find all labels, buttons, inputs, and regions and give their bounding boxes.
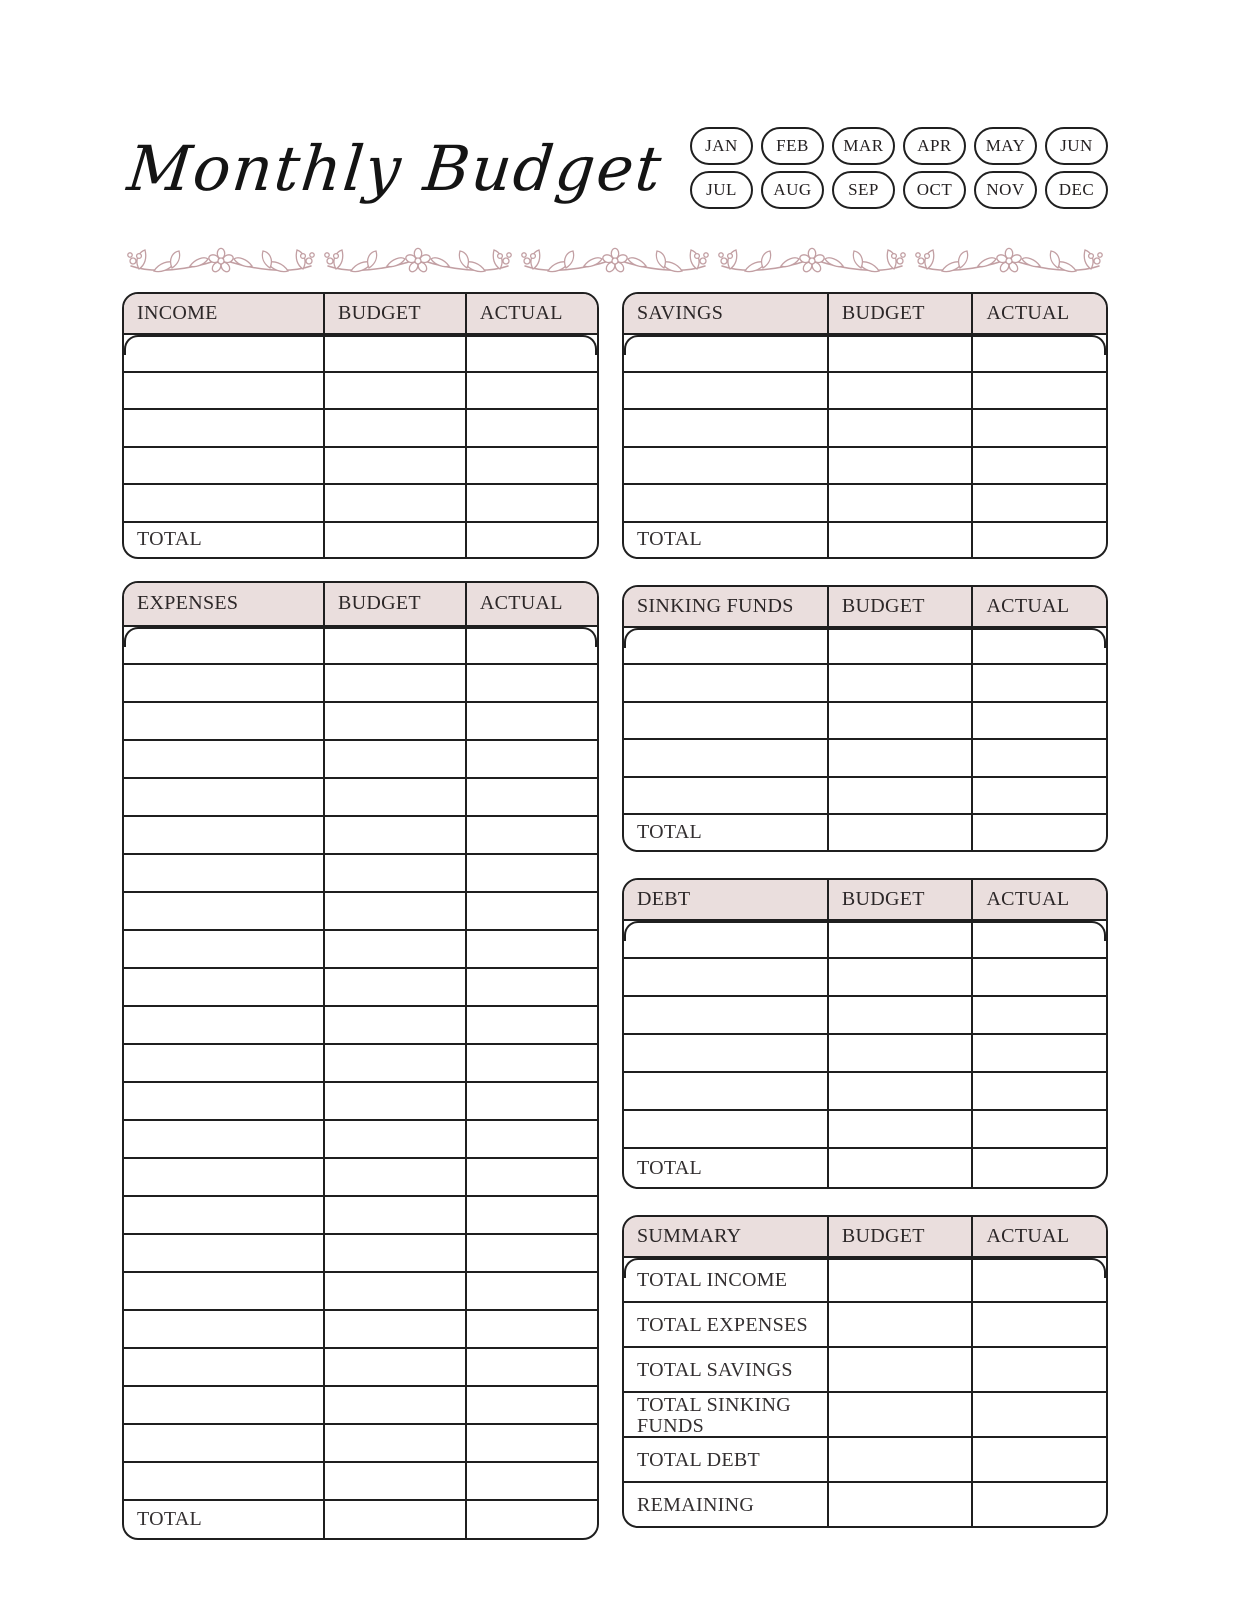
budget-cell[interactable] <box>325 779 467 815</box>
budget-cell[interactable] <box>325 1197 467 1233</box>
summary-row-label: TOTAL EXPENSES <box>624 1303 829 1346</box>
budget-cell[interactable] <box>325 627 467 663</box>
actual-cell[interactable] <box>467 1197 597 1233</box>
budget-cell[interactable] <box>829 1258 974 1301</box>
actual-cell[interactable] <box>467 1083 597 1119</box>
expenses-table <box>122 581 599 1540</box>
actual-cell[interactable] <box>467 1121 597 1157</box>
table-row <box>124 485 597 523</box>
name-cell[interactable] <box>124 1159 325 1195</box>
table-row <box>624 959 1106 997</box>
actual-cell[interactable] <box>973 1303 1106 1346</box>
budget-cell[interactable] <box>325 1387 467 1423</box>
table-row <box>124 1083 597 1121</box>
total-actual-cell[interactable] <box>467 1501 597 1538</box>
table-title: SUMMARY <box>624 1217 829 1256</box>
actual-cell[interactable] <box>467 1425 597 1461</box>
actual-cell[interactable] <box>973 778 1106 814</box>
name-cell[interactable] <box>124 931 325 967</box>
total-row <box>124 1501 597 1538</box>
total-actual-cell[interactable] <box>973 1149 1106 1187</box>
table-row <box>624 1035 1106 1073</box>
name-cell[interactable] <box>124 1083 325 1119</box>
actual-cell[interactable] <box>467 1159 597 1195</box>
budget-cell[interactable] <box>325 1425 467 1461</box>
table-row <box>624 997 1106 1035</box>
table-row <box>124 1235 597 1273</box>
budget-cell[interactable] <box>829 665 974 701</box>
savings-table <box>622 292 1108 559</box>
summary-row <box>624 1483 1106 1526</box>
actual-cell[interactable] <box>973 703 1106 739</box>
budget-cell[interactable] <box>829 1483 974 1526</box>
budget-cell[interactable] <box>325 931 467 967</box>
income-table <box>122 292 599 559</box>
table-row <box>124 1007 597 1045</box>
table-row <box>624 921 1106 959</box>
summary-row <box>624 1438 1106 1483</box>
actual-cell[interactable] <box>973 1483 1106 1526</box>
table-title: INCOME <box>124 294 325 333</box>
table-row <box>624 778 1106 816</box>
budget-column-header: BUDGET <box>829 294 974 333</box>
budget-column-header: BUDGET <box>325 583 467 625</box>
budget-cell[interactable] <box>829 1438 974 1481</box>
table-row <box>624 628 1106 666</box>
table-row <box>124 969 597 1007</box>
actual-cell[interactable] <box>467 703 597 739</box>
budget-cell[interactable] <box>829 740 974 776</box>
actual-column-header: ACTUAL <box>986 888 1070 910</box>
table-row <box>624 373 1106 411</box>
budget-cell[interactable] <box>829 485 974 521</box>
tables-grid <box>122 292 1108 1540</box>
table-row <box>624 410 1106 448</box>
actual-cell[interactable] <box>973 1111 1106 1147</box>
actual-cell[interactable] <box>973 921 1106 957</box>
actual-column-header: ACTUAL <box>479 302 563 324</box>
total-label: TOTAL <box>624 815 829 850</box>
total-actual-cell[interactable] <box>467 523 597 557</box>
table-row <box>124 1425 597 1463</box>
name-cell[interactable] <box>124 1349 325 1385</box>
name-cell[interactable] <box>124 1425 325 1461</box>
summary-row-label: TOTAL DEBT <box>624 1438 829 1481</box>
budget-cell[interactable] <box>829 778 974 814</box>
total-label: TOTAL <box>124 523 325 557</box>
budget-cell[interactable] <box>325 1349 467 1385</box>
table-row <box>124 627 597 665</box>
table-row <box>624 1111 1106 1149</box>
actual-cell[interactable] <box>467 893 597 929</box>
name-cell[interactable] <box>124 817 325 853</box>
table-row <box>124 448 597 486</box>
budget-column-header: BUDGET <box>829 1217 974 1256</box>
table-row <box>124 931 597 969</box>
table-row <box>124 1311 597 1349</box>
name-cell[interactable] <box>124 855 325 891</box>
table-header-row <box>624 294 1106 335</box>
table-body <box>124 627 597 1538</box>
summary-row-label: REMAINING <box>624 1483 829 1526</box>
budget-cell[interactable] <box>829 448 974 484</box>
name-cell[interactable] <box>624 1035 829 1071</box>
summary-row <box>624 1258 1106 1303</box>
total-budget-cell[interactable] <box>325 1501 467 1538</box>
table-row <box>124 1197 597 1235</box>
month-pill-jan[interactable]: JAN <box>690 127 753 165</box>
budget-cell[interactable] <box>325 1045 467 1081</box>
month-pill-sep[interactable]: SEP <box>832 171 895 209</box>
budget-cell[interactable] <box>829 1348 974 1391</box>
actual-cell[interactable] <box>467 1007 597 1043</box>
summary-row-label: TOTAL INCOME <box>624 1258 829 1301</box>
actual-cell[interactable] <box>467 373 597 409</box>
total-label: TOTAL <box>124 1501 325 1538</box>
budget-cell[interactable] <box>325 485 467 521</box>
name-cell[interactable] <box>124 1121 325 1157</box>
budget-cell[interactable] <box>325 1083 467 1119</box>
budget-cell[interactable] <box>829 1035 974 1071</box>
budget-cell[interactable] <box>325 1273 467 1309</box>
table-body <box>624 921 1106 1187</box>
actual-cell[interactable] <box>973 665 1106 701</box>
table-row <box>124 1387 597 1425</box>
table-title: SINKING FUNDS <box>624 587 829 626</box>
name-cell[interactable] <box>624 485 829 521</box>
budget-cell[interactable] <box>829 921 974 957</box>
name-cell[interactable] <box>124 1273 325 1309</box>
sinking-funds-table <box>622 585 1108 853</box>
name-cell[interactable] <box>124 1007 325 1043</box>
name-cell[interactable] <box>624 410 829 446</box>
budget-cell[interactable] <box>829 1303 974 1346</box>
name-cell[interactable] <box>624 778 829 814</box>
name-cell[interactable] <box>124 373 325 409</box>
actual-cell[interactable] <box>467 741 597 777</box>
budget-cell[interactable] <box>325 665 467 701</box>
total-row <box>124 523 597 557</box>
budget-cell[interactable] <box>325 448 467 484</box>
name-cell[interactable] <box>124 627 325 663</box>
name-cell[interactable] <box>624 703 829 739</box>
actual-cell[interactable] <box>467 817 597 853</box>
name-cell[interactable] <box>124 665 325 701</box>
actual-cell[interactable] <box>973 335 1106 371</box>
budget-cell[interactable] <box>829 703 974 739</box>
actual-column-header: ACTUAL <box>479 592 563 614</box>
total-budget-cell[interactable] <box>829 815 974 850</box>
actual-cell[interactable] <box>467 335 597 371</box>
table-row <box>124 1121 597 1159</box>
table-body <box>624 335 1106 557</box>
table-header-row <box>624 1217 1106 1258</box>
table-header-row <box>124 583 597 627</box>
name-cell[interactable] <box>124 485 325 521</box>
actual-cell[interactable] <box>467 627 597 663</box>
actual-cell[interactable] <box>973 485 1106 521</box>
table-row <box>124 1463 597 1501</box>
name-cell[interactable] <box>624 921 829 957</box>
name-cell[interactable] <box>624 1073 829 1109</box>
budget-cell[interactable] <box>325 1007 467 1043</box>
table-row <box>124 1273 597 1311</box>
month-pill-aug[interactable]: AUG <box>761 171 824 209</box>
actual-cell[interactable] <box>467 1273 597 1309</box>
actual-cell[interactable] <box>467 931 597 967</box>
actual-cell[interactable] <box>973 373 1106 409</box>
actual-cell[interactable] <box>467 969 597 1005</box>
budget-cell[interactable] <box>325 969 467 1005</box>
table-row <box>624 665 1106 703</box>
budget-cell[interactable] <box>829 1073 974 1109</box>
month-pill-feb[interactable]: FEB <box>761 127 824 165</box>
table-row <box>124 741 597 779</box>
table-header-row <box>624 587 1106 628</box>
actual-column-header: ACTUAL <box>986 302 1070 324</box>
table-row <box>624 448 1106 486</box>
actual-cell[interactable] <box>467 665 597 701</box>
total-budget-cell[interactable] <box>829 523 974 557</box>
name-cell[interactable] <box>124 1045 325 1081</box>
budget-cell[interactable] <box>829 628 974 664</box>
name-cell[interactable] <box>624 335 829 371</box>
table-body <box>124 335 597 557</box>
budget-cell[interactable] <box>325 1121 467 1157</box>
table-row <box>624 740 1106 778</box>
table-title: DEBT <box>624 880 829 919</box>
month-pill-mar[interactable]: MAR <box>832 127 895 165</box>
actual-cell[interactable] <box>467 410 597 446</box>
table-row <box>624 485 1106 523</box>
budget-cell[interactable] <box>829 335 974 371</box>
budget-cell[interactable] <box>325 335 467 371</box>
actual-cell[interactable] <box>467 1463 597 1499</box>
name-cell[interactable] <box>124 410 325 446</box>
total-budget-cell[interactable] <box>325 523 467 557</box>
name-cell[interactable] <box>624 997 829 1033</box>
budget-cell[interactable] <box>829 959 974 995</box>
budget-cell[interactable] <box>325 410 467 446</box>
summary-row <box>624 1393 1106 1438</box>
budget-cell[interactable] <box>325 893 467 929</box>
budget-cell[interactable] <box>829 1393 974 1436</box>
floral-divider <box>126 242 1104 278</box>
total-row <box>624 1149 1106 1187</box>
table-header-row <box>624 880 1106 921</box>
actual-cell[interactable] <box>467 485 597 521</box>
table-row <box>124 335 597 373</box>
actual-cell[interactable] <box>973 1258 1106 1301</box>
right-column <box>622 292 1108 1528</box>
budget-column-header: BUDGET <box>829 587 974 626</box>
budget-cell[interactable] <box>325 703 467 739</box>
budget-cell[interactable] <box>829 373 974 409</box>
table-title: SAVINGS <box>624 294 829 333</box>
table-header-row <box>124 294 597 335</box>
actual-cell[interactable] <box>467 1235 597 1271</box>
table-row <box>124 1159 597 1197</box>
actual-cell[interactable] <box>973 1035 1106 1071</box>
actual-cell[interactable] <box>973 959 1106 995</box>
actual-cell[interactable] <box>467 1311 597 1347</box>
summary-row-label: TOTAL SINKING FUNDS <box>624 1393 829 1436</box>
name-cell[interactable] <box>124 703 325 739</box>
actual-cell[interactable] <box>973 1073 1106 1109</box>
table-body <box>624 628 1106 851</box>
total-label: TOTAL <box>624 1149 829 1187</box>
total-row <box>624 815 1106 850</box>
table-row <box>624 1073 1106 1111</box>
budget-cell[interactable] <box>829 997 974 1033</box>
name-cell[interactable] <box>124 741 325 777</box>
name-cell[interactable] <box>124 893 325 929</box>
table-row <box>124 779 597 817</box>
summary-row-label: TOTAL SAVINGS <box>624 1348 829 1391</box>
budget-cell[interactable] <box>325 1311 467 1347</box>
table-row <box>124 817 597 855</box>
table-row <box>124 665 597 703</box>
summary-row <box>624 1303 1106 1348</box>
actual-cell[interactable] <box>467 1349 597 1385</box>
debt-table <box>622 878 1108 1189</box>
actual-cell[interactable] <box>973 628 1106 664</box>
total-label: TOTAL <box>624 523 829 557</box>
actual-cell[interactable] <box>973 740 1106 776</box>
actual-cell[interactable] <box>467 448 597 484</box>
budget-cell[interactable] <box>325 741 467 777</box>
name-cell[interactable] <box>124 1235 325 1271</box>
budget-cell[interactable] <box>829 1111 974 1147</box>
left-column <box>122 292 599 1540</box>
name-cell[interactable] <box>624 448 829 484</box>
budget-cell[interactable] <box>325 373 467 409</box>
actual-cell[interactable] <box>973 1438 1106 1481</box>
actual-column-header: ACTUAL <box>986 1225 1070 1247</box>
actual-cell[interactable] <box>467 779 597 815</box>
total-row <box>624 523 1106 557</box>
actual-cell[interactable] <box>467 855 597 891</box>
actual-cell[interactable] <box>973 1348 1106 1391</box>
table-row <box>624 335 1106 373</box>
table-row <box>624 703 1106 741</box>
page-title: Monthly Budget <box>124 131 667 205</box>
actual-cell[interactable] <box>973 1393 1106 1436</box>
table-row <box>124 703 597 741</box>
table-row <box>124 855 597 893</box>
budget-cell[interactable] <box>325 1463 467 1499</box>
month-pill-dec[interactable]: DEC <box>1045 171 1108 209</box>
table-row <box>124 1349 597 1387</box>
actual-cell[interactable] <box>973 448 1106 484</box>
name-cell[interactable] <box>624 740 829 776</box>
total-actual-cell[interactable] <box>973 523 1106 557</box>
months-grid <box>690 127 1108 209</box>
month-pill-nov[interactable]: NOV <box>974 171 1037 209</box>
budget-column-header: BUDGET <box>325 294 467 333</box>
name-cell[interactable] <box>124 1387 325 1423</box>
budget-cell[interactable] <box>829 410 974 446</box>
actual-cell[interactable] <box>467 1387 597 1423</box>
summary-row <box>624 1348 1106 1393</box>
budget-cell[interactable] <box>325 855 467 891</box>
month-pill-apr[interactable]: APR <box>903 127 966 165</box>
table-body <box>624 1258 1106 1526</box>
summary-table <box>622 1215 1108 1528</box>
name-cell[interactable] <box>624 628 829 664</box>
actual-cell[interactable] <box>467 1045 597 1081</box>
month-pill-oct[interactable]: OCT <box>903 171 966 209</box>
table-title: EXPENSES <box>124 583 325 625</box>
budget-cell[interactable] <box>325 817 467 853</box>
name-cell[interactable] <box>624 959 829 995</box>
budget-cell[interactable] <box>325 1159 467 1195</box>
actual-cell[interactable] <box>973 410 1106 446</box>
table-row <box>124 1045 597 1083</box>
actual-column-header: ACTUAL <box>986 594 1070 617</box>
table-row <box>124 410 597 448</box>
table-row <box>124 893 597 931</box>
name-cell[interactable] <box>124 779 325 815</box>
name-cell[interactable] <box>624 665 829 701</box>
budget-cell[interactable] <box>325 1235 467 1271</box>
name-cell[interactable] <box>124 1311 325 1347</box>
name-cell[interactable] <box>124 335 325 371</box>
total-actual-cell[interactable] <box>973 815 1106 850</box>
name-cell[interactable] <box>124 1197 325 1233</box>
name-cell[interactable] <box>624 373 829 409</box>
name-cell[interactable] <box>124 448 325 484</box>
name-cell[interactable] <box>124 1463 325 1499</box>
month-pill-jul[interactable]: JUL <box>690 171 753 209</box>
name-cell[interactable] <box>124 969 325 1005</box>
budget-column-header: BUDGET <box>829 880 974 919</box>
month-pill-may[interactable]: MAY <box>974 127 1037 165</box>
total-budget-cell[interactable] <box>829 1149 974 1187</box>
actual-cell[interactable] <box>973 997 1106 1033</box>
table-row <box>124 373 597 411</box>
page-header <box>122 104 1108 232</box>
name-cell[interactable] <box>624 1111 829 1147</box>
month-pill-jun[interactable]: JUN <box>1045 127 1108 165</box>
